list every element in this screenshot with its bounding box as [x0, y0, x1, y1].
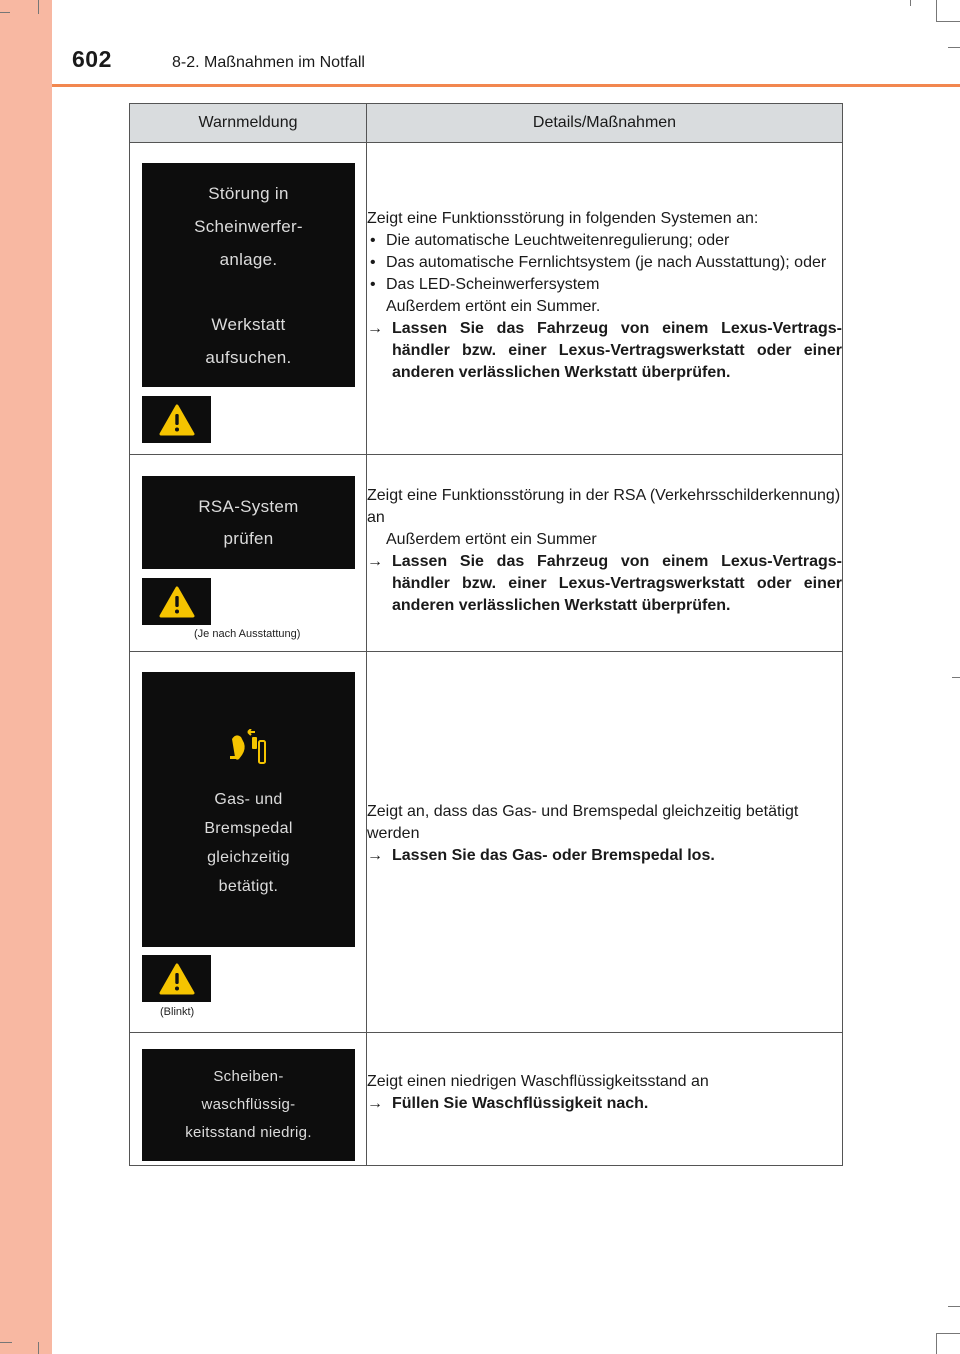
- details-action: [367, 845, 842, 867]
- details-extra: Außerdem ertönt ein Summer.: [386, 297, 601, 315]
- equipment-note: (Je nach Ausstattung): [194, 628, 301, 640]
- crop-mark: [948, 47, 960, 48]
- crop-mark: [936, 0, 937, 22]
- warning-light-indicator: [142, 578, 211, 625]
- display-line: aufsuchen.: [205, 347, 292, 367]
- warning-triangle-icon: [159, 586, 195, 618]
- crop-mark: [952, 677, 960, 678]
- table-row: [130, 143, 843, 455]
- details-description: Zeigt eine Funktionsstörung in der RSA (Verkehrsschilderkennung) an: [367, 487, 841, 526]
- crop-mark: [936, 1333, 960, 1334]
- details-bullet: • Das LED-Scheinwerfersystem: [367, 274, 842, 296]
- display-line: Störung in: [208, 183, 289, 203]
- right-arrow-icon: →: [367, 553, 383, 570]
- action-text: Lassen Sie das Gas- oder Bremspedal los.: [392, 847, 715, 864]
- action-text: Lassen Sie das Fahrzeug von einem Lexus-Vertragshändler bzw. einer Lexus-Vertragswerkstatt oder einer anderen verlässlichen Werkstatt überprüfen.: [392, 319, 842, 381]
- display-line: RSA-System: [198, 496, 299, 516]
- right-arrow-icon: →: [367, 847, 383, 864]
- right-arrow-icon: →: [367, 1095, 383, 1112]
- display-line: Gas- und: [214, 790, 283, 808]
- right-arrow-icon: →: [367, 319, 383, 337]
- warning-display-screen: [142, 476, 355, 569]
- details-cell: [367, 652, 843, 1033]
- warning-light-indicator: [142, 955, 211, 1002]
- crop-mark: [948, 1306, 960, 1307]
- blink-note: (Blinkt): [160, 1006, 195, 1018]
- column-header-warning: Warnmeldung: [130, 104, 367, 143]
- display-line: waschflüssig-: [201, 1096, 296, 1113]
- display-line: gleichzeitig: [207, 848, 290, 866]
- display-line: prüfen: [223, 528, 274, 548]
- details-description: Zeigt einen niedrigen Waschflüssigkeitsstand an: [367, 1073, 709, 1090]
- table-row: [130, 1033, 843, 1166]
- action-text: Lassen Sie das Fahrzeug von einem Lexus-Vertragshändler bzw. einer Lexus-Vertragswerkstatt oder einer anderen verlässlichen Werkstatt überprüfen.: [392, 553, 842, 614]
- warning-triangle-icon: [159, 404, 195, 436]
- table-header-row: [130, 104, 843, 143]
- page-number: 602: [72, 46, 112, 72]
- action-text: Füllen Sie Waschflüssigkeit nach.: [392, 1095, 649, 1112]
- warning-message-table: [129, 103, 843, 1166]
- header-rule: [52, 84, 960, 87]
- details-description: Zeigt eine Funktionsstörung in folgenden Systemen an:: [367, 209, 759, 227]
- warning-triangle-icon: [159, 963, 195, 995]
- warning-display-cell: [130, 1033, 367, 1166]
- details-bullet: • Das automatische Fernlichtsystem (je nach Ausstattung); oder: [367, 252, 842, 274]
- warning-display-cell: [130, 455, 367, 652]
- crop-mark: [936, 1333, 937, 1354]
- side-color-band: [0, 0, 52, 1354]
- warning-display-cell: [130, 652, 367, 1033]
- warning-display-screen: [142, 672, 355, 947]
- display-line: Scheinwerfer-: [194, 216, 303, 236]
- warning-display-cell: [130, 143, 367, 455]
- details-description: Zeigt an, dass das Gas- und Bremspedal gleichzeitig betätigt werden: [367, 803, 799, 842]
- crop-mark: [38, 1342, 39, 1354]
- crop-mark: [910, 0, 911, 6]
- display-line: betätigt.: [218, 877, 279, 895]
- details-action: [367, 318, 842, 384]
- details-action: [367, 551, 842, 617]
- display-line: Bremspedal: [204, 819, 293, 837]
- pedal-foot-icon: [228, 729, 270, 765]
- crop-mark: [936, 21, 960, 22]
- crop-mark: [38, 0, 39, 14]
- details-bullet: • Die automatische Leuchtweitenregulierung; oder: [367, 230, 842, 252]
- display-line: anlage.: [219, 249, 278, 269]
- warning-light-indicator: [142, 396, 211, 443]
- details-cell: [367, 143, 843, 455]
- table-row: [130, 652, 843, 1033]
- crop-mark: [0, 1342, 12, 1343]
- page-header: [52, 0, 960, 86]
- display-line: Werkstatt: [211, 314, 286, 334]
- details-extra: Außerdem ertönt ein Summer: [386, 531, 597, 548]
- display-line: Scheiben-: [213, 1068, 284, 1085]
- details-action: [367, 1093, 842, 1115]
- warning-display-screen: [142, 163, 355, 387]
- details-cell: [367, 455, 843, 652]
- warning-display-screen: [142, 1049, 355, 1161]
- column-header-details: Details/Maßnahmen: [367, 104, 843, 143]
- section-title: 8-2. Maßnahmen im Notfall: [172, 54, 365, 71]
- table-row: [130, 455, 843, 652]
- details-cell: [367, 1033, 843, 1166]
- display-line: keitsstand niedrig.: [185, 1124, 312, 1141]
- crop-mark: [0, 12, 10, 13]
